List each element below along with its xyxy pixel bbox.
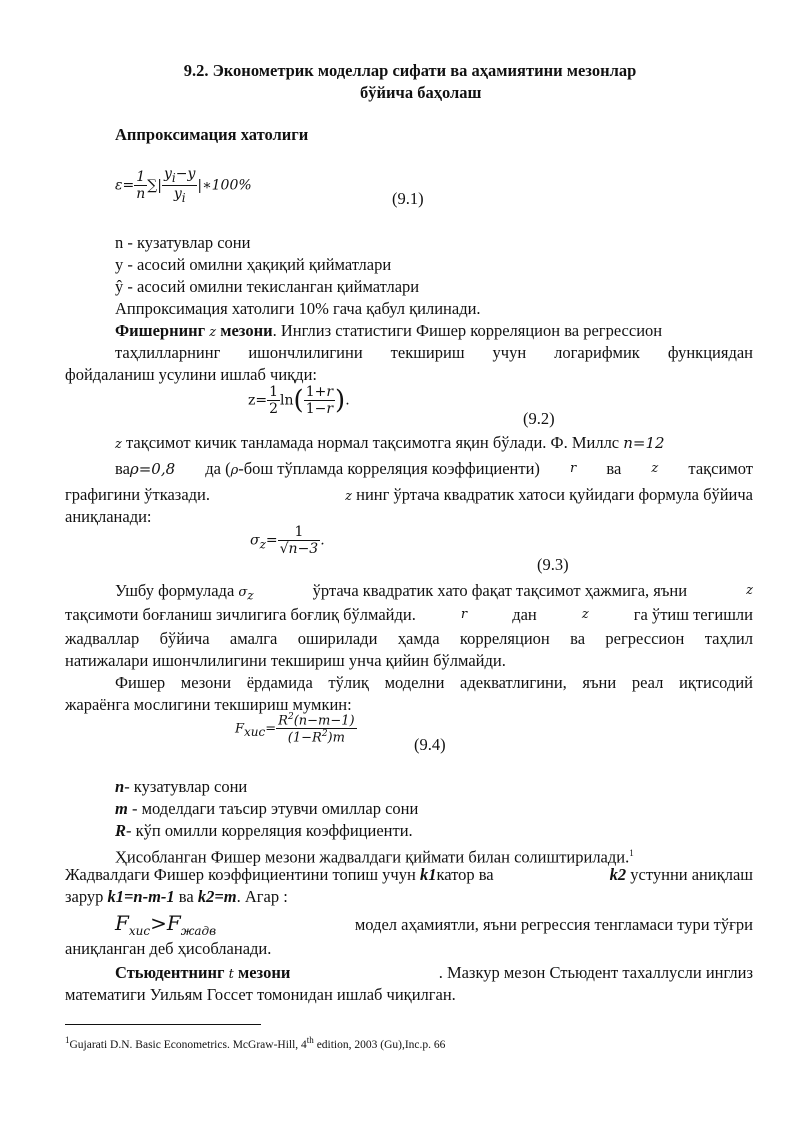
sigma-paragraph-text-2c: га ўтиш тегишли [633,605,753,624]
sigma-paragraph-line-2 [65,604,753,626]
z-paragraph-segment-b [205,458,540,482]
t-symbol: t [228,967,234,982]
z-paragraph-text-3a: графигини ўтказади. [65,485,210,504]
word-zarur: зарур [65,887,104,906]
footnote-superscript: th [306,1035,314,1045]
significance-line-2: аниқланган деб ҳисобланади. [65,939,272,958]
sigma-paragraph-line-4: натижалари ишончлилигини текшириш унча қийин бўлмайди. [65,651,506,670]
word-dan: дан [512,605,537,624]
word-va: ва [115,459,130,478]
formula-9-4: $F_{хис}=$ $\frac{R^2(n-m-1)}{(1-R^2)m}$ [235,712,355,746]
comparison-segment-b [610,864,753,886]
comparison-line-3 [65,886,288,908]
fisher-adequacy-line-2: жараёнга мослигини текшириш мумкин: [65,695,352,714]
symbol-k1: k1 [419,865,437,884]
z-paragraph-line-4: аниқланади: [65,507,152,526]
comparison-line-2 [65,864,753,886]
z-paragraph-line-3 [65,484,753,508]
footnote-marker: 1 [629,848,634,858]
fisher-intro-text: Инглиз статистиги Фишер корреляцион ва регрессион [280,321,663,340]
sigma-paragraph-line-1 [115,580,753,607]
student-criterion-word: мезони [237,963,291,982]
equation-number-9-1: (9.1) [392,189,424,208]
z-symbol: z [345,489,352,504]
rho-symbol: ρ [230,463,239,478]
rho-equals: ρ=0,8 [129,460,176,478]
fisher-inequality: $F_{хис}>F_{жадв}$ [115,911,217,938]
z-symbol: z [746,583,753,598]
sigma-paragraph-text-2a: тақсимоти боғланиш зичлигига боғлиқ бўлмайди. [65,605,416,624]
definition-R-text: - кўп омилли корреляция коэффициенти. [126,821,413,840]
z-symbol: z [581,607,589,622]
symbol-k2: k2 [609,865,627,884]
fisher-paragraph-line-1: Фишернинг z мезони. Инглиз статистиги Фишер корреляцион ва регрессион [115,321,663,340]
definition-y: y - асосий омилни ҳақиқий қийматлари [115,255,392,274]
z-paragraph-segment-a [115,458,175,482]
equation-number-9-3: (9.3) [537,555,569,574]
fisher-paragraph-line-3: фойдаланиш усулини ишлаб чиқди: [65,365,317,384]
z-paragraph-text-3b: нинг ўртача квадратик хатоси қуйидаги формула бўйича [356,485,753,504]
student-line-2: математиги Уильям Госсет томонидан ишлаб чиқилган. [65,985,456,1004]
z-symbol: z [115,437,122,452]
fisher-paragraph-line-2: таҳлилларнинг ишончлилигини текшириш учун логарифмик функциядан [115,343,753,362]
symbol-n: n [115,777,125,796]
student-line-1 [115,962,753,986]
definition-m-text: - моделдаги таъсир этувчи омиллар сони [127,799,419,818]
k2-formula: k2=m [197,887,237,906]
sigma-paragraph-segment-a [115,580,254,607]
student-segment-a [115,962,290,986]
word-da: да ( [205,459,231,478]
approximation-statement: Аппроксимация хатолиги 10% гача қабул қилинади. [115,299,481,318]
formula-9-3: $\sigma_z=$ $\frac{1}{√n-3}$ . [250,524,325,557]
sigma-paragraph-line-3: жадваллар бўйича амалга оширилади ҳамда корреляцион ва регрессион таҳлил [65,629,753,648]
comparison-text-2b: катор ва [436,865,494,884]
definition-R [115,820,413,842]
section-heading-approximation: Аппроксимация хатолиги [115,125,309,144]
definition-m [115,798,418,820]
r-symbol: r [460,607,468,622]
footnote-text-a: Gujarati D.N. Basic Econometrics. McGraw-Hill, 4 [69,1038,307,1051]
r-symbol: r [570,461,577,476]
footnote [65,1033,445,1053]
comparison-text-2c: устунни аниқлаш [630,865,753,884]
symbol-m: m [115,799,128,818]
fisher-criterion-word: мезони [220,321,273,340]
word-agar: . Агар : [236,887,288,906]
fisher-adequacy-line-1: Фишер мезони ёрдамида тўлиқ моделни адекватлигини, яъни реал иқтисодий [115,673,753,692]
title-line-2: бўйича баҳолаш [360,83,482,102]
sigma-z-symbol: $\sigma_z$ [238,585,254,603]
sigma-paragraph-text-1b: ўртача квадратик хато фақат тақсимот ҳажмига, яъни [312,581,688,600]
equation-number-9-2: (9.2) [523,409,555,428]
symbol-R: R [115,821,127,840]
k1-formula: k1=n-m-1 [107,887,175,906]
footnote-number: 1 [65,1035,70,1045]
z-symbol: z [651,461,659,476]
comparison-segment-a [65,864,494,886]
fisher-heading: Фишернинг [115,321,206,340]
sigma-paragraph-text-1a: Ушбу формулада [115,581,235,600]
n-equals-12: n=12 [623,434,665,452]
formula-9-1: ε= $\frac{1}{n}$ ∑| $\frac{y_i-y}{y_i}$ |∗100% [115,166,252,205]
footnote-text-b: edition, 2003 (Gu),Inc.p. 66 [313,1038,446,1051]
rho-definition: -бош тўпламда корреляция коэффициенти) [238,459,540,478]
z-paragraph-segment-c [345,484,753,508]
equation-number-9-4: (9.4) [414,735,446,754]
student-text-1: . Мазкур мезон Стьюдент тахаллусли инглиз [438,963,753,982]
footnote-separator [65,1024,261,1025]
comparison-text: Ҳисобланган Фишер мезони жадвалдаги қиймати билан солиштирилади. [115,847,630,867]
definition-n-2 [115,776,247,798]
word-distribution: тақсимот [688,459,753,478]
word-va-2: ва [606,459,622,478]
definition-yhat: ŷ - асосий омилни текисланган қийматлари [115,277,420,296]
definition-n-text: - кузатувлар сони [124,777,248,796]
formula-9-2: z= $\frac{1}{2}$ ln( $\frac{1+r}{1-r}$ ). [248,384,350,417]
significance-text: модел аҳамиятли, яъни регрессия тенгламаси тури тўғри [354,915,753,934]
word-va-3: ва [178,887,194,906]
student-heading: Стьюдентнинг [115,963,225,982]
z-paragraph-line-2 [115,458,753,482]
z-paragraph-line-1 [115,432,665,456]
definition-n: n - кузатувлар сони [115,233,251,252]
title-line-1: 9.2. Эконометрик моделлар сифати ва аҳамиятини мезонлар [183,61,637,80]
z-paragraph-text-1: тақсимот кичик танламада нормал тақсимотга яқин бўлади. Ф. Миллс [125,433,620,452]
z-symbol: z [209,325,217,340]
comparison-text-2a: Жадвалдаги Фишер коэффициентини топиш учун [65,865,416,884]
